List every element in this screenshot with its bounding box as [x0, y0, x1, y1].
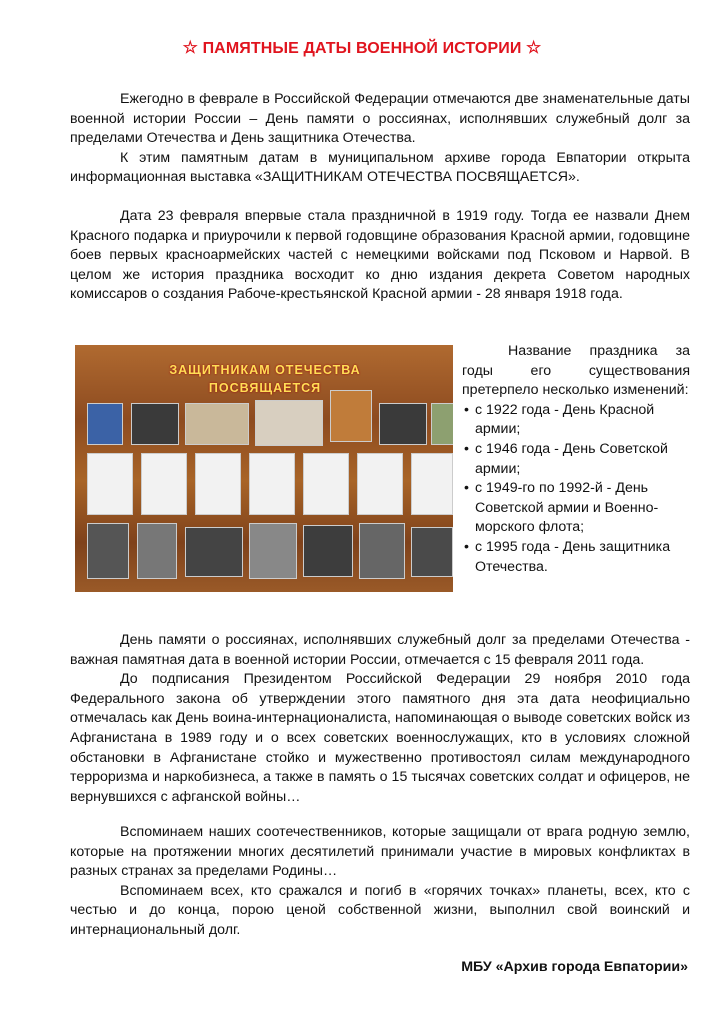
remember-paragraph: Вспоминаем наших соотечественников, которые защищали от врага родную землю, которые на протяжении многих десятилетий принимали участие в мировых конфликтах в разных странах за пределами Родины…	[70, 824, 690, 880]
exhibition-banner: ЗАЩИТНИКАМ ОТЕЧЕСТВА ПОСВЯЩАЕТСЯ	[169, 363, 361, 395]
list-item	[462, 479, 690, 538]
memory-paragraph: День памяти о россиянах, исполнявших служебный долг за пределами Отечества - важная памятная дата в военной истории России, отмечается с 15 февраля 2011 года.	[70, 632, 690, 668]
holiday-names-list	[462, 401, 690, 577]
document-card	[141, 453, 187, 515]
photo-card	[330, 390, 372, 442]
list-item	[462, 401, 690, 440]
intro-paragraph: К этим памятным датам в муниципальном архиве города Евпатории открыта информационная выставка «ЗАЩИТНИКАМ ОТЕЧЕСТВА ПОСВЯЩАЕТСЯ».	[70, 149, 690, 186]
page-title-text: ПАМЯТНЫЕ ДАТЫ ВОЕННОЙ ИСТОРИИ	[202, 40, 522, 57]
remember-section	[70, 823, 690, 941]
photo-card	[255, 400, 323, 446]
photo-card	[411, 527, 453, 577]
list-item	[462, 538, 690, 577]
photo-card	[431, 403, 453, 445]
list-item-text: с 1922 года - День Красной армии;	[475, 401, 655, 438]
bullet-icon: •	[464, 401, 469, 418]
photo-card	[185, 527, 243, 577]
document-card	[195, 453, 241, 515]
photo-card	[379, 403, 427, 445]
bullet-icon: •	[464, 440, 469, 457]
bullet-icon: •	[464, 538, 469, 555]
photo-card	[87, 403, 123, 445]
holiday-names-lead: Название праздника за годы его существования претерпело несколько изменений:	[462, 343, 690, 399]
document-card	[249, 453, 295, 515]
photo-card	[87, 523, 129, 579]
photo-card	[249, 523, 297, 579]
star-left-icon: ☆	[182, 38, 199, 57]
list-item-text: с 1995 года - День защитника Отечества.	[475, 538, 671, 575]
intro-paragraph: Ежегодно в феврале в Российской Федерации отмечаются две знаменательные даты военной истории России – День памяти о россиянах, исполнявших служебный долг за пределами Отечества и День защитника Отечества.	[70, 91, 690, 147]
page-title	[0, 38, 724, 58]
star-right-icon: ☆	[525, 38, 542, 57]
memory-section	[70, 631, 690, 807]
list-item-text: с 1946 года - День Советской армии;	[475, 440, 668, 477]
photo-card	[137, 523, 177, 579]
signature: МБУ «Архив города Евпатории»	[461, 959, 688, 975]
document-card	[411, 453, 453, 515]
photo-card	[185, 403, 249, 445]
exhibition-photo	[75, 345, 453, 592]
photo-card	[303, 525, 353, 577]
document-card	[87, 453, 133, 515]
intro-section	[70, 90, 690, 188]
history-section	[70, 207, 690, 305]
memory-paragraph: До подписания Президентом Российской Федерации 29 ноября 2010 года Федерального закона об утверждении этого памятного дня эта дата неофициально отмечалась как День воина-интернационалиста, напоминающая о выводе советских войск из Афганистана в 1989 году и о всех советских военнослужащих, кто в условиях сложной обстановки в Афганистане стойко и мужественно противостоял силам международного терроризма и наркобизнеса, а также в память о 15 тысячах советских солдат и офицеров, не вернувшихся с афганской войны…	[70, 671, 690, 805]
document-card	[357, 453, 403, 515]
document-card	[303, 453, 349, 515]
photo-card	[359, 523, 405, 579]
list-item-text: с 1949-го по 1992-й - День Советской армии и Военно-морского флота;	[475, 480, 659, 536]
remember-paragraph: Вспоминаем всех, кто сражался и погиб в «горячих точках» планеты, всех, кто с честью и до конца, порою ценой собственной жизни, выполнил свой воинский и интернациональный долг.	[70, 882, 690, 938]
bullet-icon: •	[464, 480, 469, 497]
holiday-names-section	[462, 342, 690, 577]
photo-card	[131, 403, 179, 445]
list-item	[462, 440, 690, 479]
history-paragraph: Дата 23 февраля впервые стала праздничной в 1919 году. Тогда ее назвали Днем Красного подарка и приурочили к первой годовщине образования Красной армии, годовщине боев первых красноармейских частей с немецкими войсками под Псковом и Нарвой. В целом же история праздника восходит ко дню издания декрета Советом народных комиссаров о создания Рабоче-крестьянской Красной армии - 28 января 1918 года.	[70, 208, 690, 303]
